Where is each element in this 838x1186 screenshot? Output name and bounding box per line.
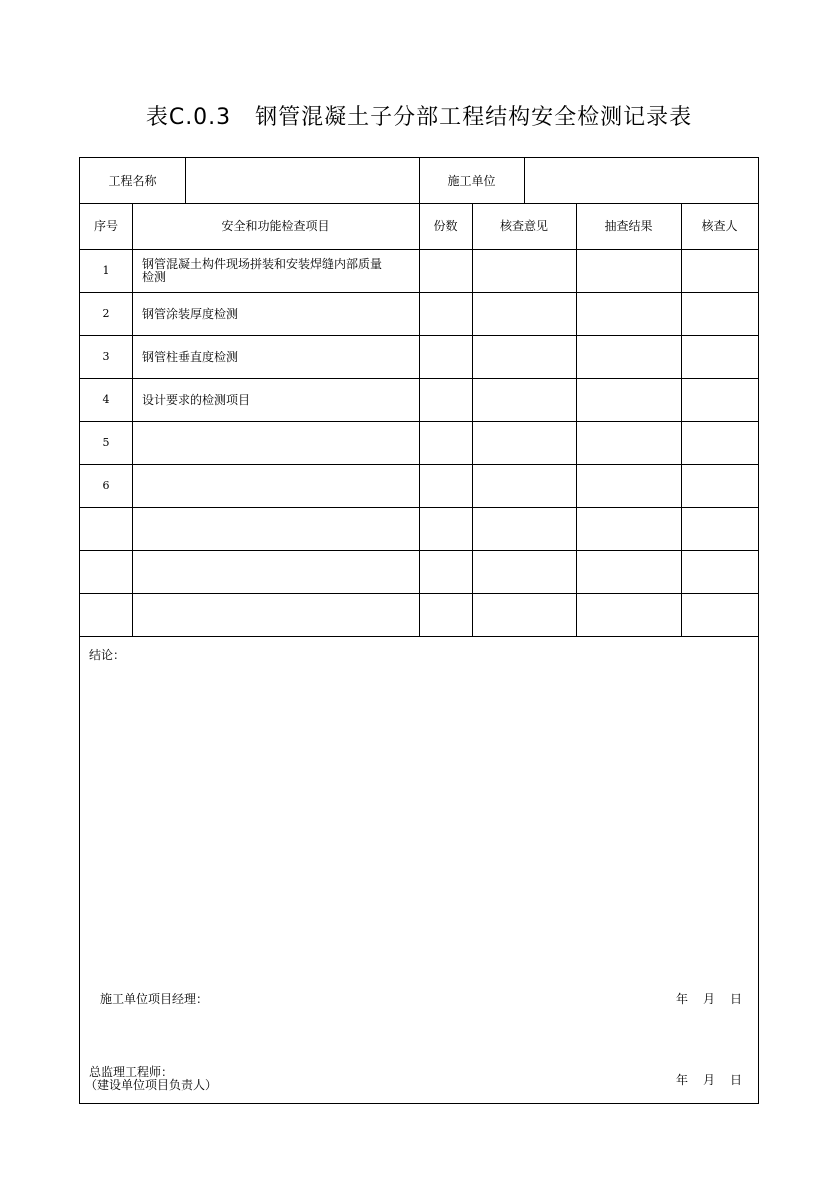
- col-copies-header: 份数: [433, 219, 458, 233]
- col-no-header: 序号: [93, 219, 118, 233]
- row-item-text: 钢管混凝土构件现场拼装和安装焊缝内部质量: [142, 257, 383, 271]
- col-spot-check-header: 抽查结果: [604, 219, 653, 233]
- project-name-label: 工程名称: [108, 174, 157, 188]
- row-item-text: 钢管涂装厚度检测: [142, 307, 239, 321]
- row-number: 1: [102, 264, 110, 277]
- row-number: 2: [102, 307, 110, 320]
- col-item-header: 安全和功能检查项目: [221, 219, 330, 233]
- supervisor-date-year: 年: [676, 1073, 689, 1087]
- col-opinion-header: 核查意见: [499, 219, 548, 233]
- row-number: 4: [102, 393, 110, 406]
- supervisor-date-day: 日: [730, 1073, 743, 1087]
- row-number: 6: [102, 479, 110, 492]
- conclusion-label: 结论：: [89, 648, 126, 662]
- row-number: 5: [102, 436, 110, 449]
- project-manager-label: 施工单位项目经理：: [100, 992, 209, 1006]
- owner-representative-label: （建设单位项目负责人）: [85, 1078, 218, 1092]
- supervisor-date-month: 月: [703, 1073, 716, 1087]
- chief-supervisor-label: 总监理工程师：: [89, 1065, 174, 1079]
- manager-date-month: 月: [703, 992, 716, 1006]
- col-checker-header: 核查人: [701, 219, 738, 233]
- row-item-text: 钢管柱垂直度检测: [142, 350, 239, 364]
- manager-date-day: 日: [730, 992, 743, 1006]
- manager-date-year: 年: [676, 992, 689, 1006]
- record-table: [79, 157, 759, 1104]
- contractor-label: 施工单位: [447, 174, 496, 188]
- row-item-text-continued: 检测: [142, 270, 167, 284]
- row-number: 3: [102, 350, 110, 363]
- page-title: 表C.0.3 钢管混凝土子分部工程结构安全检测记录表: [145, 105, 693, 130]
- row-item-text: 设计要求的检测项目: [142, 393, 251, 407]
